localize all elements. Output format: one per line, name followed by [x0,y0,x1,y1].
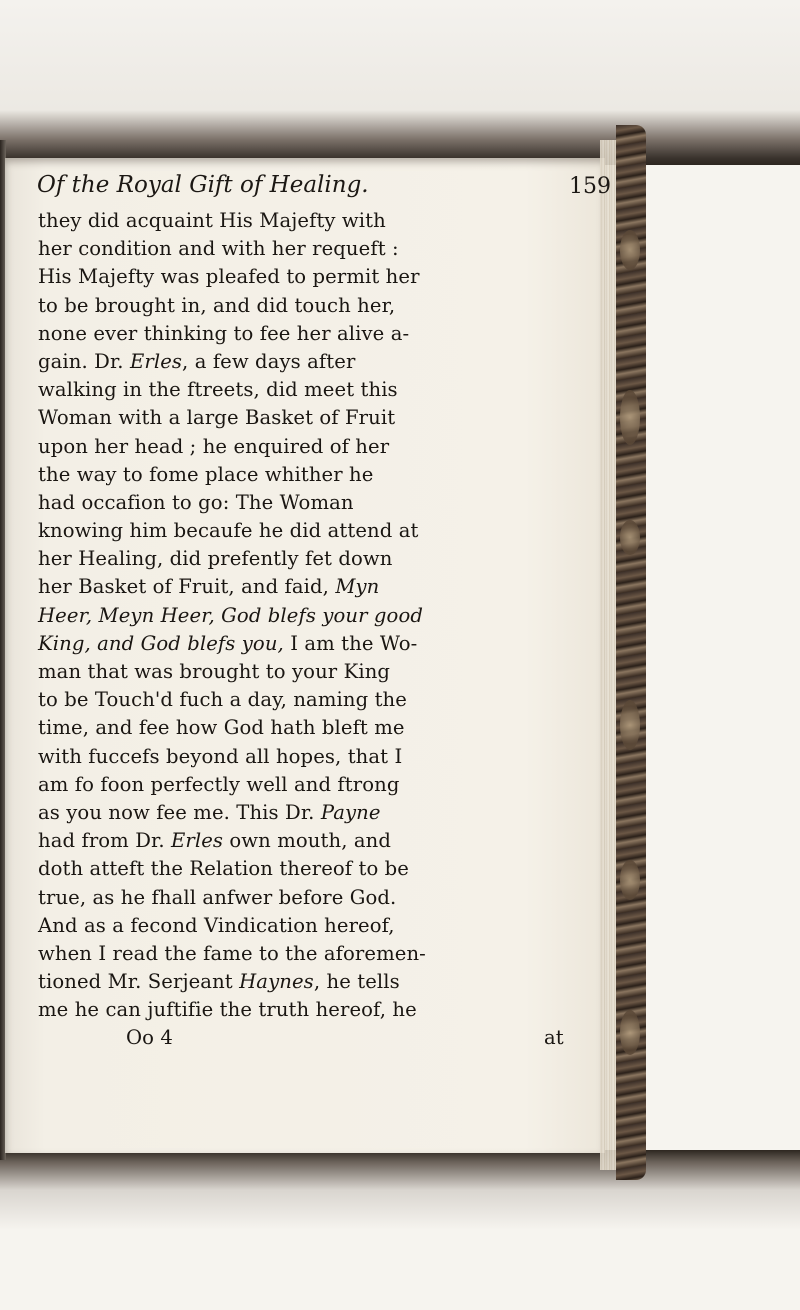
top-shadow [0,0,800,165]
text-line [38,573,608,601]
text-run: as you now fee me. This Dr. [38,800,321,824]
text-run: I am the Wo- [283,631,418,655]
text-line: none ever thinking to fee her alive a- [38,321,410,345]
page-header [37,172,611,208]
italic-quote-line: Heer, Meyn Heer, God blefs your good [38,603,423,627]
text-line [38,630,608,658]
running-title: Of the Royal Gift of Healing. [37,172,369,198]
marble-speck [620,230,640,270]
text-line: upon her head ; he enquired of her [38,434,390,458]
text-run: had from Dr. [38,829,171,853]
text-run: gain. Dr. [38,349,130,373]
text-line: knowing him becaufe he did attend at [38,519,419,543]
text-run: own mouth, and [223,829,392,853]
bottom-shadow [0,1150,800,1310]
text-line: am fo foon perfectly well and ftrong [38,772,400,796]
marble-speck [620,520,640,555]
text-line: walking in the ftreets, did meet this [38,378,398,402]
person-name: Payne [320,800,381,824]
text-run: , a few days after [182,349,356,373]
text-line: had occafion to go: The Woman [38,490,354,514]
text-line: to be Touch'd fuch a day, naming the [38,688,407,712]
person-name: Erles [129,349,183,373]
text-run: tioned Mr. Serjeant [38,970,240,994]
text-line: to be brought in, and did touch her, [38,293,396,317]
page-number: 159 [569,174,611,199]
text-line: Woman with a large Basket of Fruit [38,406,396,430]
italic-quote: Myn [335,575,380,599]
text-line [38,348,608,376]
text-line: when I read the fame to the aforemen- [38,941,426,965]
text-line [38,968,608,996]
catchword: at [544,1026,564,1050]
page-footer [38,1024,608,1052]
body-text [38,207,608,1052]
text-line: man that was brought to your King [38,660,391,683]
marble-speck [620,390,640,445]
signature-mark: Oo 4 [126,1026,173,1050]
text-line: with fuccefs beyond all hopes, that I [38,744,403,768]
text-line: her Healing, did prefently fet down [38,547,393,571]
text-line: time, and fee how God hath bleft me [38,716,405,740]
italic-quote: King, and God blefs you, [38,631,284,655]
text-line: her condition and with her requeft : [38,237,399,261]
text-line: the way to fome place whither he [38,462,374,486]
text-line: me he can juftifie the truth hereof, he [38,998,417,1022]
text-line: His Majefty was pleafed to permit her [38,265,420,289]
marble-speck [620,1010,640,1055]
marble-speck [620,700,640,750]
person-name: Haynes [239,970,314,994]
marble-speck [620,860,640,900]
text-line: they did acquaint His Majefty with [38,209,386,232]
text-line [38,799,608,827]
text-line: And as a fecond Vindication hereof, [38,913,395,937]
text-run: , he tells [313,970,400,994]
text-line: true, as he fhall anfwer before God. [38,885,397,909]
text-line: doth atteft the Relation thereof to be [38,857,410,881]
text-run: her Basket of Fruit, and faid, [38,575,336,599]
text-line [38,827,608,855]
person-name: Erles [170,829,224,853]
